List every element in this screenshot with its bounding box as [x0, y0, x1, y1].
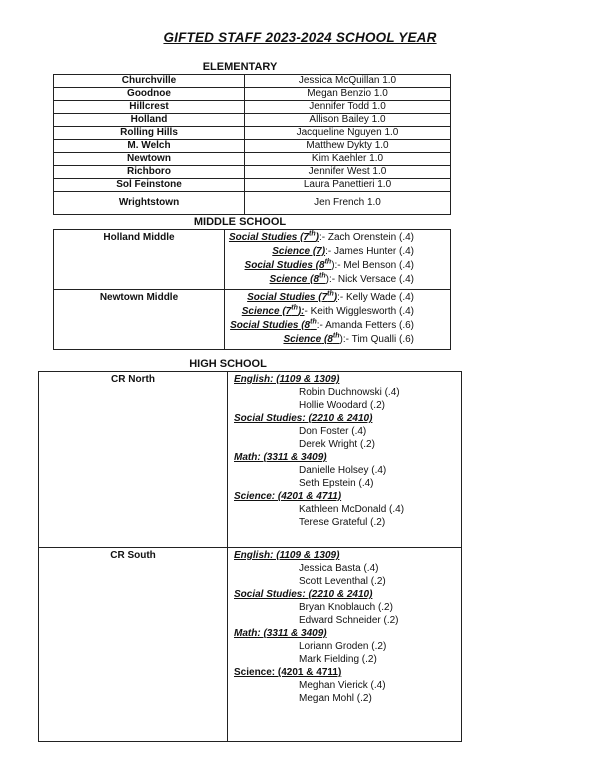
staff-name: Allison Bailey 1.0 — [245, 114, 451, 127]
staff-name: Hollie Woodard (.2) — [299, 400, 385, 411]
school-name: Rolling Hills — [54, 127, 245, 140]
elementary-heading: ELEMENTARY — [202, 61, 278, 73]
separator: ):- — [325, 274, 338, 285]
school-name: Churchville — [54, 75, 245, 88]
staff-line — [229, 245, 446, 259]
staff-name: Danielle Holsey (.4) — [299, 465, 387, 476]
separator: :- — [325, 246, 334, 257]
staff-name: Nick Versace (.4) — [337, 274, 414, 285]
table-row — [54, 75, 451, 88]
staff-name: Kathleen McDonald (.4) — [299, 504, 405, 515]
separator: (8 — [312, 260, 325, 271]
staff-name: Seth Epstein (.4) — [299, 478, 374, 489]
school-name: Holland Middle — [54, 230, 225, 290]
school-name: CR North — [39, 372, 228, 548]
staff-name: Megan Benzio 1.0 — [245, 88, 451, 101]
subject-label: English: (1109 & 1309) — [234, 374, 340, 385]
grade-suffix: th — [310, 318, 317, 326]
staff-name: James Hunter (.4) — [333, 246, 414, 257]
grade-suffix: th — [309, 230, 316, 238]
subject-label: English: (1109 & 1309) — [234, 550, 340, 561]
subject-close: ) — [333, 292, 338, 303]
subject-label: Social Studies — [244, 260, 313, 271]
subject-label: Social Studies (7 — [247, 292, 328, 303]
subject-label: Social Studies — [230, 320, 299, 331]
staff-name: Jennifer West 1.0 — [245, 166, 451, 179]
grade-suffix: th — [319, 272, 326, 280]
staff-cell — [228, 548, 462, 742]
school-name: Richboro — [54, 166, 245, 179]
staff-name: Jacqueline Nguyen 1.0 — [245, 127, 451, 140]
high-school-heading: HIGH SCHOOL — [189, 358, 267, 370]
separator: (8 — [307, 274, 320, 285]
table-row — [54, 230, 451, 290]
school-name: Holland — [54, 114, 245, 127]
subject-label: Science — [269, 274, 308, 285]
staff-name: Jennifer Todd 1.0 — [245, 101, 451, 114]
staff-name: Terese Grateful (.2) — [299, 517, 386, 528]
staff-name: Jessica Basta (.4) — [299, 563, 379, 574]
staff-line — [229, 333, 446, 347]
staff-line — [229, 259, 446, 273]
staff-name: Kelly Wade (.4) — [346, 292, 414, 303]
subject-label: Science: (4201 & 4711) — [234, 491, 342, 502]
grade-suffix: th — [332, 332, 340, 340]
staff-name: Keith Wigglesworth (.4) — [310, 306, 414, 317]
subject-label: Social Studies: (2210 & 2410) — [234, 589, 373, 600]
table-row — [54, 290, 451, 350]
staff-name: Bryan Knoblauch (.2) — [299, 602, 393, 613]
staff-cell — [224, 290, 450, 350]
staff-name: Derek Wright (.2) — [299, 439, 375, 450]
table-row — [54, 166, 451, 179]
grade-suffix: th — [291, 304, 298, 312]
staff-name: Don Foster (.4) — [299, 426, 367, 437]
table-row — [54, 140, 451, 153]
middle-school-heading: MIDDLE SCHOOL — [193, 216, 287, 228]
staff-name: Tim Qualli (.6) — [351, 334, 414, 345]
table-row — [54, 101, 451, 114]
school-name: Sol Feinstone — [54, 179, 245, 192]
subject-label: Math: (3311 & 3409) — [234, 452, 327, 463]
staff-name: Robin Duchnowski (.4) — [299, 387, 400, 398]
separator: (8 — [321, 334, 333, 345]
school-name: Goodnoe — [54, 88, 245, 101]
subject-label: Social Studies: (2210 & 2410) — [234, 413, 373, 424]
school-name: Newtown Middle — [54, 290, 225, 350]
staff-name: Megan Mohl (.2) — [299, 693, 372, 704]
staff-line — [229, 273, 446, 287]
staff-name: Matthew Dykty 1.0 — [245, 140, 451, 153]
subject-label: Science: (4201 & 4711) — [234, 667, 342, 678]
staff-name: Mark Fielding (.2) — [299, 654, 377, 665]
staff-name: Jessica McQuillan 1.0 — [245, 75, 451, 88]
table-row — [39, 548, 462, 742]
subject-close: ) — [315, 232, 319, 243]
separator: :- — [318, 232, 328, 243]
staff-line — [229, 319, 446, 333]
separator: ):- — [331, 260, 344, 271]
staff-name: Scott Leventhal (.2) — [299, 576, 386, 587]
subject-label: Math: (3311 & 3409) — [234, 628, 327, 639]
school-name: Hillcrest — [54, 101, 245, 114]
table-row — [54, 127, 451, 140]
page-title: GIFTED STAFF 2023-2024 SCHOOL YEAR — [163, 30, 437, 45]
school-name: Newtown — [54, 153, 245, 166]
table-row — [54, 114, 451, 127]
table-row — [54, 153, 451, 166]
separator: ):- — [339, 334, 352, 345]
staff-name: Edward Schneider (.2) — [299, 615, 399, 626]
staff-name: Zach Orenstein (.4) — [327, 232, 414, 243]
school-name: M. Welch — [54, 140, 245, 153]
staff-name: Mel Benson (.4) — [343, 260, 414, 271]
separator: :- — [316, 320, 326, 331]
staff-line — [229, 231, 446, 245]
separator: :- — [337, 292, 347, 303]
separator: (8 — [298, 320, 311, 331]
subject-label: Science (7 — [241, 306, 292, 317]
school-name: CR South — [39, 548, 228, 742]
subject-label: Social Studies (7 — [228, 232, 309, 243]
table-row — [54, 179, 451, 192]
subject-label: Science (7) — [272, 246, 326, 257]
school-name: Wrightstown — [54, 192, 245, 215]
staff-line — [229, 291, 446, 305]
table-row — [54, 88, 451, 101]
elementary-table — [53, 74, 451, 215]
staff-name: Loriann Groden (.2) — [299, 641, 387, 652]
staff-name: Laura Panettieri 1.0 — [245, 179, 451, 192]
table-row — [54, 192, 451, 215]
staff-name: Kim Kaehler 1.0 — [245, 153, 451, 166]
table-row — [39, 372, 462, 548]
staff-cell — [228, 372, 462, 548]
staff-name: Meghan Vierick (.4) — [299, 680, 386, 691]
high-school-table — [38, 371, 462, 742]
grade-suffix: th — [327, 290, 334, 298]
subject-close: ): — [297, 306, 305, 317]
staff-line — [229, 305, 446, 319]
subject-label: Science — [283, 334, 322, 345]
staff-name: Jen French 1.0 — [245, 192, 451, 215]
grade-suffix: th — [324, 258, 332, 266]
staff-name: Amanda Fetters (.6) — [325, 320, 414, 331]
separator: - — [304, 306, 311, 317]
middle-school-table — [53, 229, 451, 350]
staff-cell — [224, 230, 450, 290]
